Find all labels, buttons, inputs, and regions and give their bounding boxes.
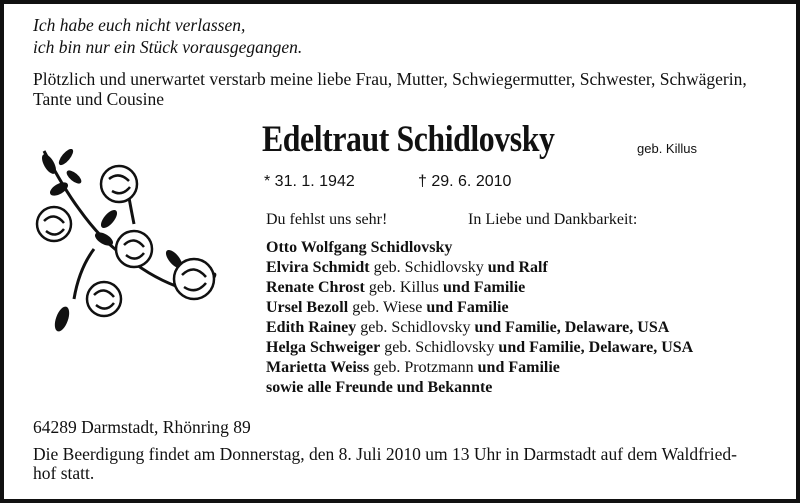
mourner-name: sowie alle Freunde und Bekannte <box>266 379 493 396</box>
mourner-maiden-name: geb. Wiese <box>348 299 427 316</box>
deceased-name: Edeltraut Schidlovsky <box>262 119 555 160</box>
mourner-maiden-name: geb. Schidlovsky <box>369 259 488 276</box>
mourner-name: und Familie <box>477 359 560 376</box>
death-date: † 29. 6. 2010 <box>418 173 512 190</box>
funeral-line-2: hof statt. <box>33 463 95 483</box>
mourner-maiden-name: geb. Protzmann <box>369 359 478 376</box>
mourner-line <box>266 238 693 258</box>
mourner-name: und Familie <box>443 279 526 296</box>
mourner-name: und Familie <box>426 299 509 316</box>
birth-date: * 31. 1. 1942 <box>264 173 355 190</box>
mourners-list <box>266 238 693 398</box>
deceased-maiden-name: geb. Killus <box>637 141 697 156</box>
mourner-maiden-name: geb. Killus <box>364 279 444 296</box>
mourner-line <box>266 378 693 398</box>
mourner-name: Otto Wolfgang Schidlovsky <box>266 239 453 256</box>
funeral-line-1: Die Beerdigung findet am Donnerstag, den 8. Juli 2010 um 13 Uhr in Darmstadt auf dem Waldfried- <box>33 444 737 464</box>
mourner-name: Ursel Bezoll <box>266 299 349 316</box>
mourner-name: Helga Schweiger <box>266 339 381 356</box>
mourner-name: und Familie, Delaware, USA <box>474 319 670 336</box>
gratitude-text: In Liebe und Dankbarkeit: <box>468 211 638 228</box>
mourner-maiden-name: geb. Schidlovsky <box>356 319 475 336</box>
mourner-line <box>266 318 693 338</box>
mourner-name: Renate Chrost <box>266 279 365 296</box>
mourner-name: und Ralf <box>487 259 548 276</box>
mourner-name: Elvira Schmidt <box>266 259 370 276</box>
mourner-line <box>266 258 693 278</box>
quote-line-2: ich bin nur ein Stück vorausgegangen. <box>33 37 303 57</box>
quote-line-1: Ich habe euch nicht verlassen, <box>33 15 246 35</box>
mourner-maiden-name: geb. Schidlovsky <box>380 339 499 356</box>
intro-line-2: Tante und Cousine <box>33 89 164 109</box>
mourner-name: Marietta Weiss <box>266 359 370 376</box>
address: 64289 Darmstadt, Rhönring 89 <box>33 417 251 437</box>
mourner-line <box>266 358 693 378</box>
farewell-text: Du fehlst uns sehr! <box>266 211 388 228</box>
mourner-line <box>266 338 693 358</box>
intro-line-1: Plötzlich und unerwartet verstarb meine liebe Frau, Mutter, Schwiegermutter, Schwester, Schwägerin, <box>33 69 747 89</box>
mourner-name: Edith Rainey <box>266 319 357 336</box>
rose-illustration-icon <box>34 149 224 344</box>
mourner-line <box>266 298 693 318</box>
mourner-line <box>266 278 693 298</box>
mourner-name: und Familie, Delaware, USA <box>498 339 694 356</box>
